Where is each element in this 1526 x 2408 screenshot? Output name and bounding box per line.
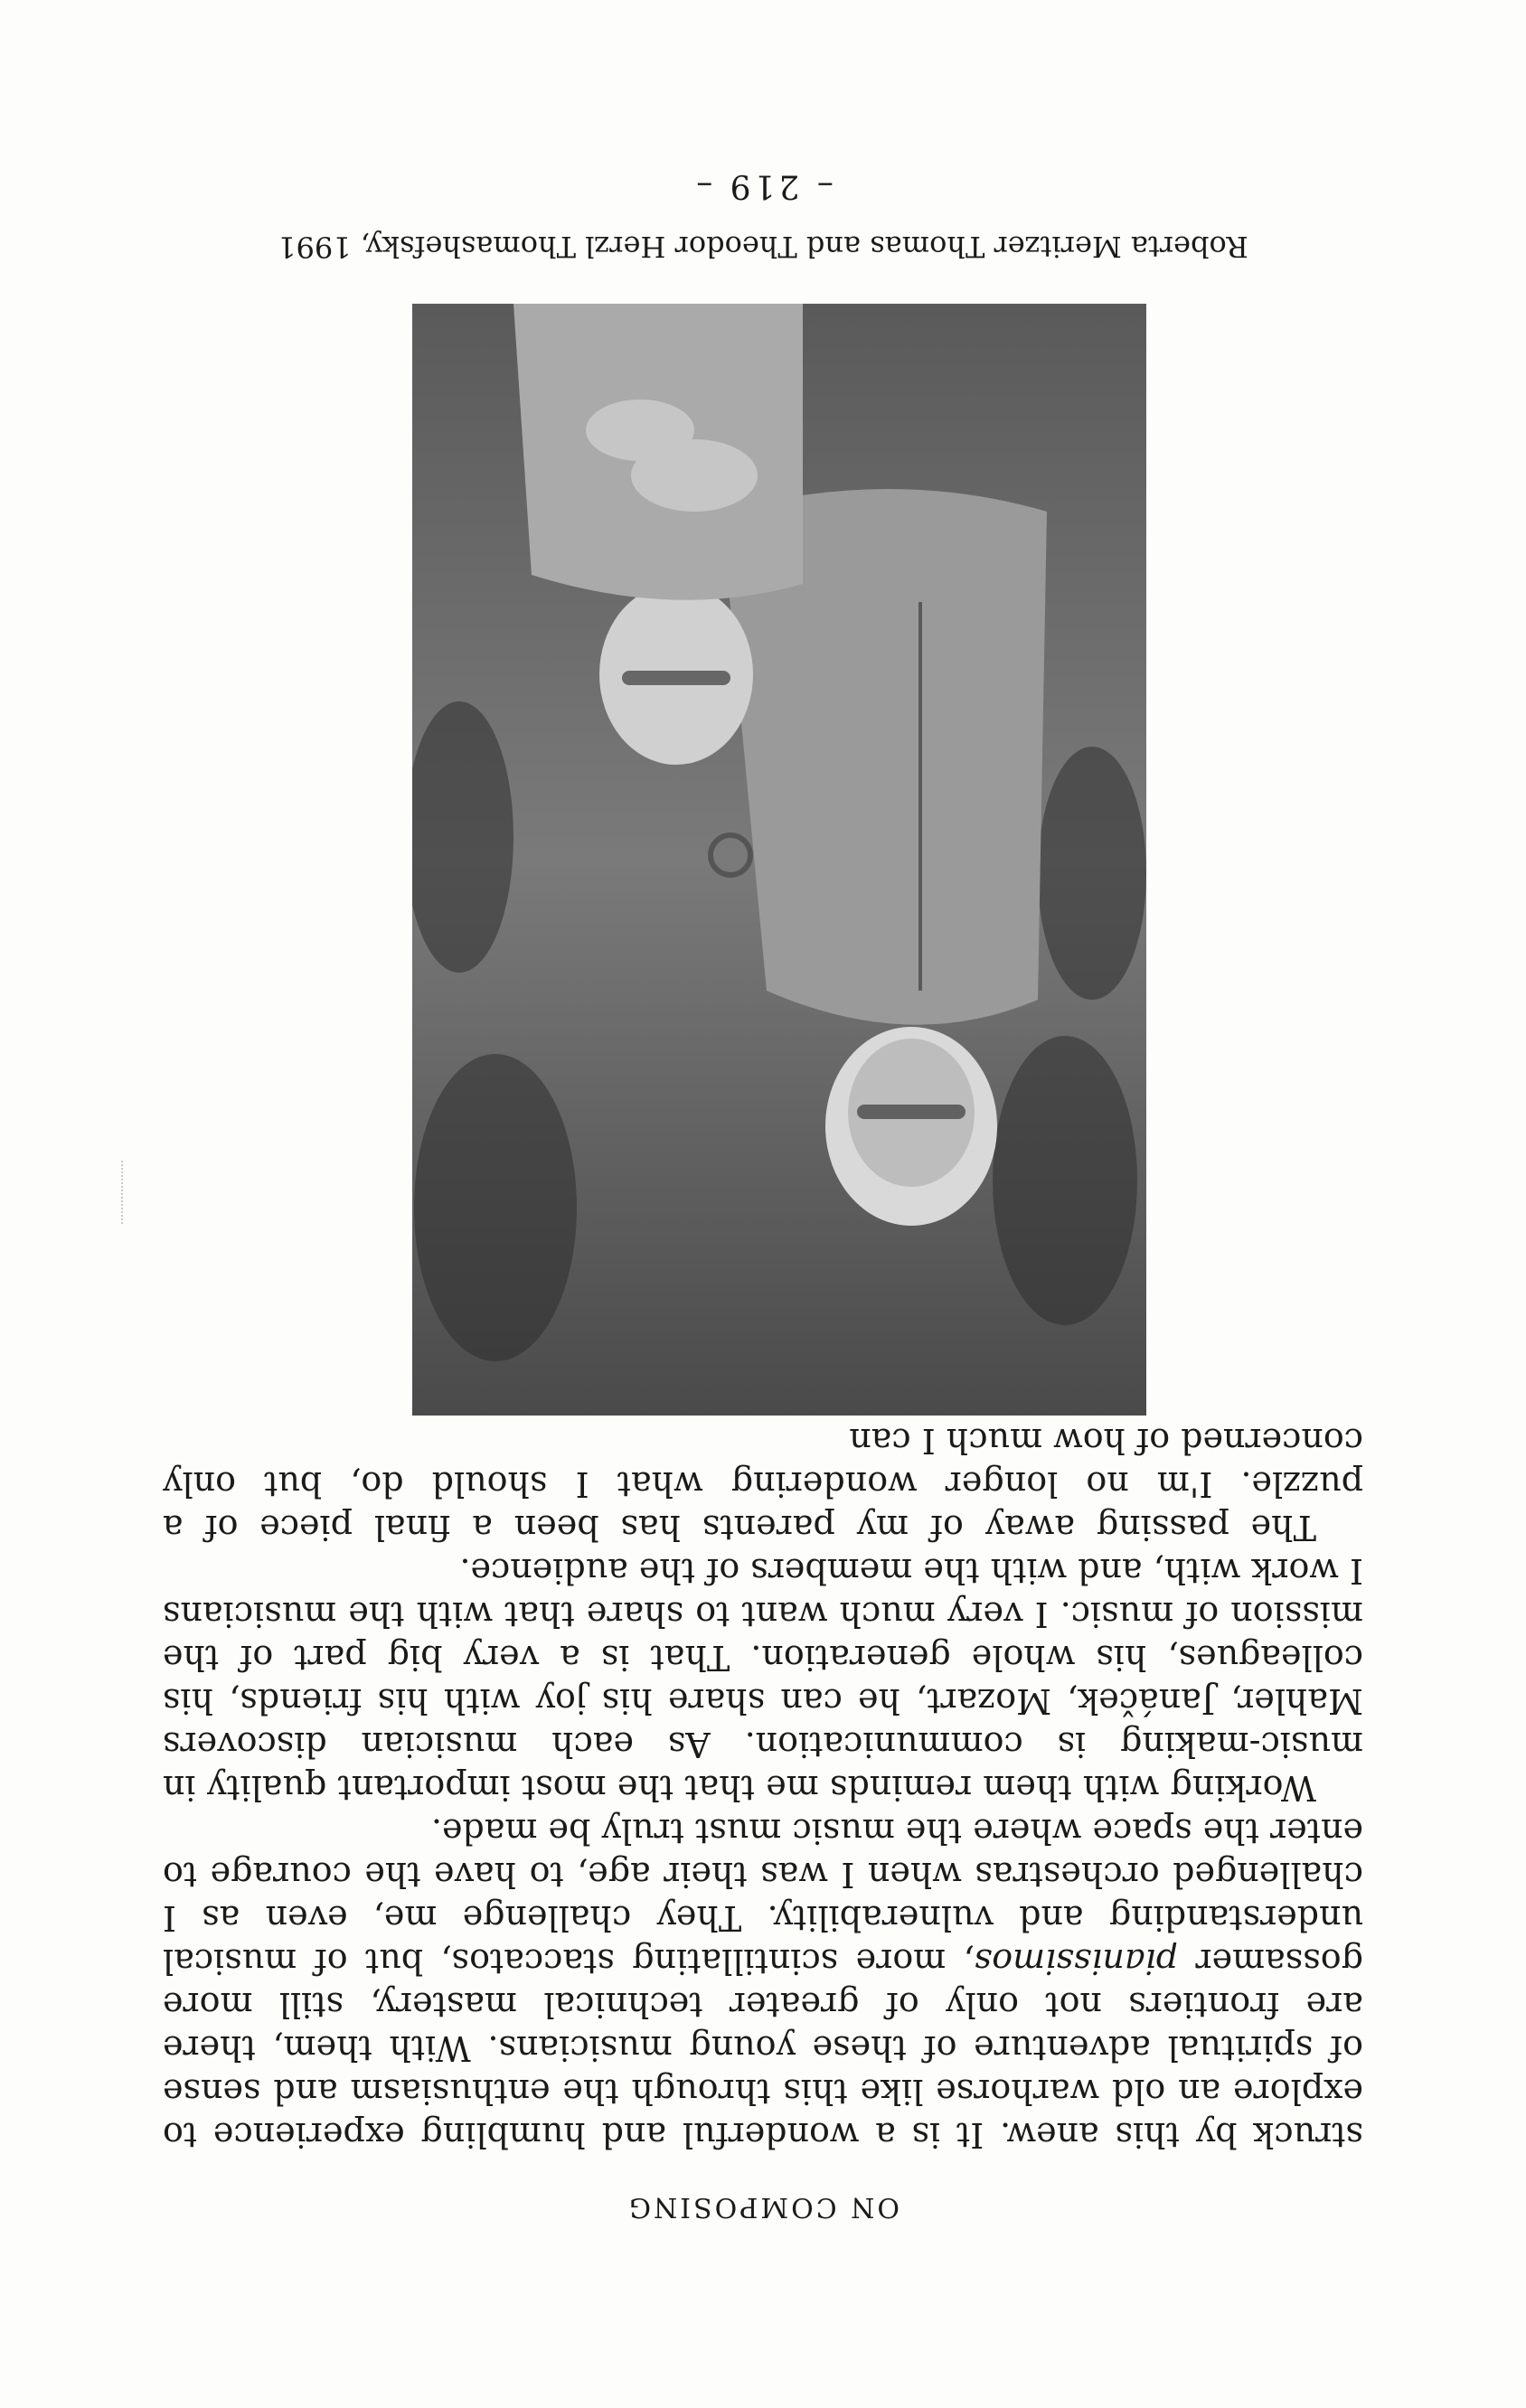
body-text [163,1419,1363,2157]
paragraph-3-text: The passing away of my parents has been a final piece of a puzzle. I'm no longer wondering what I should do, but only concerned of how much I can [163,1421,1363,1547]
paragraph-1 [163,1810,1363,2157]
portrait-photograph [412,304,1146,1416]
running-head: ON COMPOSING [626,2191,900,2223]
italic-term: pianissimos [974,1942,1179,1981]
paragraph-1-text: struck by this anew. It is a wonderful and humbling experience to explore an old warhorse like this through the enthusiasm and sense of spiritual adventure of these young musicians. With them, there are frontiers not only of greater technical mastery, still more gossamer [163,1942,1363,2155]
paragraph-2-text: Working with them reminds me that the most important quality in music-making is communication. As each musician discovers Mahler, Janáček, Mozart, he can share his joy with his friends, his colleagues, his whole generation. That is a very big part of the mission of music. I very much want to share that with the musicians I work with, and with the members of the audience. [163,1551,1363,1808]
photo-illustration [412,304,1146,1416]
paragraph-1-text-cont: , more scintillating staccatos, but of musical understanding and vulnerability. They challenge me, even as I challenged orchestras when I was their age, to have the courage to enter the space where the music must truly be made. [163,1811,1363,1981]
page-number: – 219 – [692,167,834,204]
paragraph-2 [163,1549,1363,1810]
scan-mark [118,1161,123,1224]
paragraph-3 [163,1419,1363,1549]
photo-caption: Roberta Meritzer Thomas and Theodor Herzl Thomashefsky, 1991 [278,230,1248,264]
